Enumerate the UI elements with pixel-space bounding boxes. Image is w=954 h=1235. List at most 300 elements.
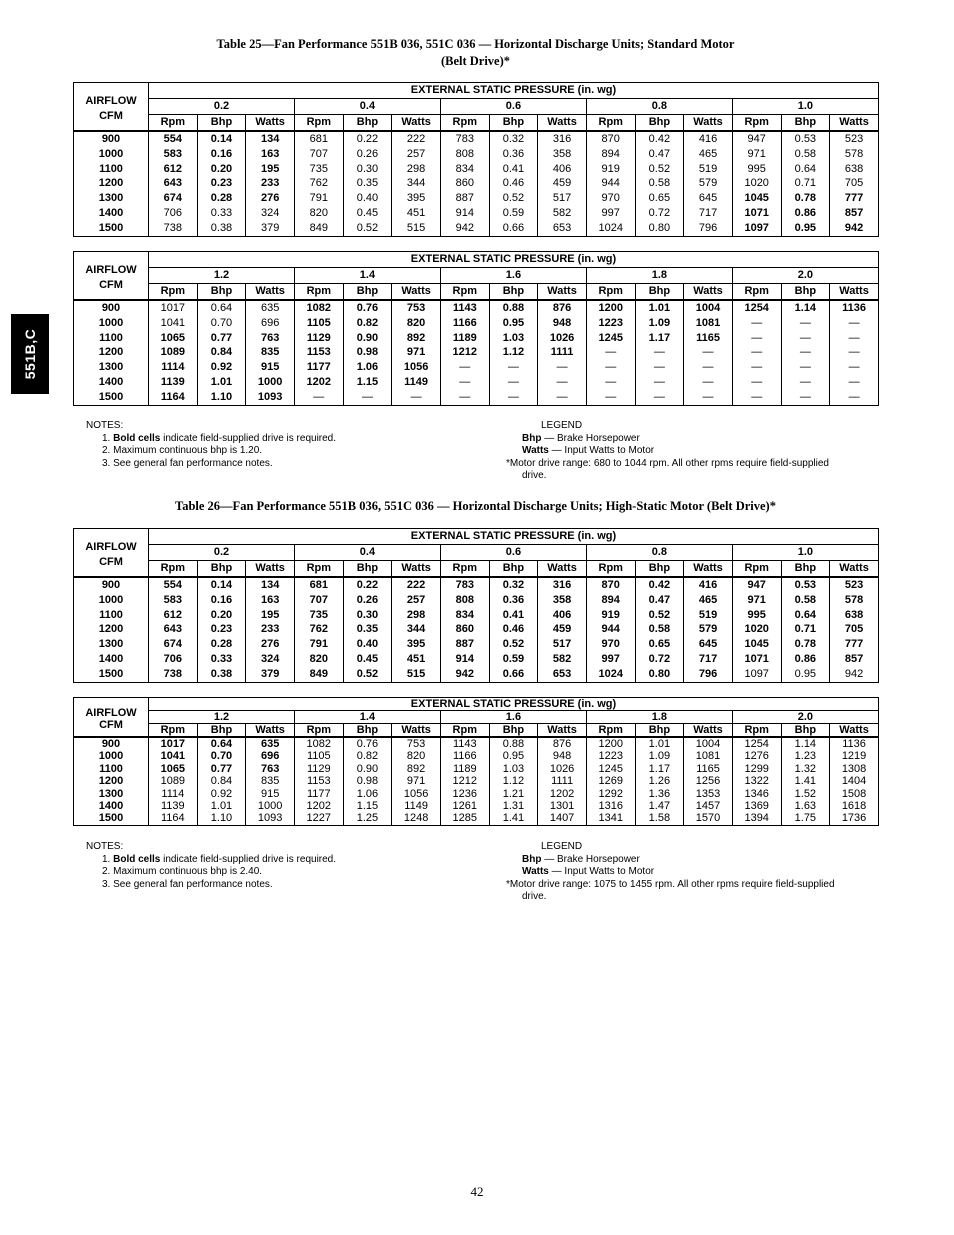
value-cell: 1.06 bbox=[343, 360, 392, 375]
airflow-cfm-header bbox=[74, 83, 149, 132]
value-cell: 459 bbox=[538, 622, 587, 637]
value-cell: 0.78 bbox=[781, 191, 830, 206]
value-cell: 763 bbox=[246, 331, 295, 346]
value-cell: 195 bbox=[246, 162, 295, 177]
cfm-cell: 1400 bbox=[74, 800, 149, 812]
value-cell: 0.42 bbox=[635, 131, 684, 147]
value-cell: 706 bbox=[149, 206, 198, 221]
value-cell: 1082 bbox=[294, 737, 343, 750]
value-cell: 1093 bbox=[246, 390, 295, 405]
unit-header: Bhp bbox=[781, 284, 830, 301]
pressure-header: 1.8 bbox=[586, 711, 732, 724]
legend-motor-range: *Motor drive range: 1075 to 1455 rpm. All other rpms require field-supplied bbox=[506, 878, 835, 890]
value-cell: 915 bbox=[246, 788, 295, 800]
value-cell: 1202 bbox=[538, 788, 587, 800]
value-cell: 1153 bbox=[294, 775, 343, 787]
value-cell: 944 bbox=[586, 622, 635, 637]
unit-header: Rpm bbox=[149, 724, 198, 738]
table-25-title bbox=[73, 36, 878, 70]
value-cell: 971 bbox=[732, 593, 781, 608]
unit-header: Bhp bbox=[197, 115, 246, 132]
value-cell: 735 bbox=[294, 608, 343, 623]
value-cell: 635 bbox=[246, 300, 295, 316]
value-cell: — bbox=[732, 316, 781, 331]
value-cell: 763 bbox=[246, 763, 295, 775]
value-cell: 0.26 bbox=[343, 147, 392, 162]
unit-header: Watts bbox=[684, 115, 733, 132]
value-cell: 0.52 bbox=[635, 608, 684, 623]
value-cell: 870 bbox=[586, 131, 635, 147]
value-cell: 1.10 bbox=[197, 390, 246, 405]
value-cell: 358 bbox=[538, 593, 587, 608]
cfm-cell: 1000 bbox=[74, 750, 149, 762]
value-cell: 1200 bbox=[586, 737, 635, 750]
value-cell: 1149 bbox=[392, 800, 441, 812]
airflow-label: AIRFLOW bbox=[85, 94, 137, 107]
value-cell: 643 bbox=[149, 176, 198, 191]
value-cell: — bbox=[830, 360, 879, 375]
table-row bbox=[74, 652, 879, 667]
value-cell: 1316 bbox=[586, 800, 635, 812]
note-1: 1. Bold cells indicate field-supplied drive is required. bbox=[102, 853, 337, 865]
side-tab-label: 551B,C bbox=[22, 328, 38, 380]
page-number: 42 bbox=[470, 1184, 484, 1199]
value-cell: 344 bbox=[392, 176, 441, 191]
value-cell: 0.22 bbox=[343, 131, 392, 147]
value-cell: 876 bbox=[538, 300, 587, 316]
value-cell: 1056 bbox=[392, 360, 441, 375]
value-cell: 1407 bbox=[538, 812, 587, 825]
value-cell: 1212 bbox=[440, 775, 489, 787]
value-cell: 1299 bbox=[732, 763, 781, 775]
value-cell: 1089 bbox=[149, 775, 198, 787]
value-cell: 0.38 bbox=[197, 221, 246, 236]
value-cell: 0.92 bbox=[197, 360, 246, 375]
value-cell: 791 bbox=[294, 191, 343, 206]
value-cell: 894 bbox=[586, 593, 635, 608]
value-cell: 894 bbox=[586, 147, 635, 162]
value-cell: 914 bbox=[440, 206, 489, 221]
value-cell: — bbox=[684, 345, 733, 360]
value-cell: — bbox=[732, 375, 781, 390]
value-cell: 0.64 bbox=[197, 300, 246, 316]
pressure-header: 0.2 bbox=[149, 99, 295, 115]
value-cell: 0.72 bbox=[635, 652, 684, 667]
value-cell: 808 bbox=[440, 593, 489, 608]
value-cell: 358 bbox=[538, 147, 587, 162]
value-cell: — bbox=[684, 360, 733, 375]
value-cell: 1041 bbox=[149, 316, 198, 331]
value-cell: 0.46 bbox=[489, 622, 538, 637]
value-cell: 0.32 bbox=[489, 577, 538, 593]
value-cell: 1223 bbox=[586, 750, 635, 762]
value-cell: 635 bbox=[246, 737, 295, 750]
table-row bbox=[74, 737, 879, 750]
value-cell: 919 bbox=[586, 608, 635, 623]
table-row bbox=[74, 763, 879, 775]
value-cell: 1.09 bbox=[635, 316, 684, 331]
value-cell: 1.09 bbox=[635, 750, 684, 762]
value-cell: 942 bbox=[440, 221, 489, 236]
value-cell: 222 bbox=[392, 577, 441, 593]
header-row-units bbox=[74, 561, 879, 578]
value-cell: 0.71 bbox=[781, 176, 830, 191]
pressure-header: 0.2 bbox=[149, 545, 295, 561]
value-cell: 1254 bbox=[732, 737, 781, 750]
value-cell: 0.64 bbox=[781, 162, 830, 177]
value-cell: 971 bbox=[732, 147, 781, 162]
value-cell: 696 bbox=[246, 316, 295, 331]
value-cell: 0.98 bbox=[343, 345, 392, 360]
value-cell: 1245 bbox=[586, 331, 635, 346]
value-cell: 0.78 bbox=[781, 637, 830, 652]
value-cell: 887 bbox=[440, 637, 489, 652]
value-cell: 645 bbox=[684, 191, 733, 206]
value-cell: 1248 bbox=[392, 812, 441, 825]
value-cell: 1285 bbox=[440, 812, 489, 825]
table-row bbox=[74, 375, 879, 390]
value-cell: 638 bbox=[830, 162, 879, 177]
value-cell: — bbox=[294, 390, 343, 405]
value-cell: 1.36 bbox=[635, 788, 684, 800]
cfm-cell: 900 bbox=[74, 577, 149, 593]
pressure-header: 1.2 bbox=[149, 268, 295, 284]
value-cell: 406 bbox=[538, 162, 587, 177]
value-cell: — bbox=[781, 375, 830, 390]
value-cell: 0.65 bbox=[635, 191, 684, 206]
value-cell: — bbox=[830, 345, 879, 360]
unit-header: Rpm bbox=[732, 115, 781, 132]
value-cell: 1292 bbox=[586, 788, 635, 800]
unit-header: Bhp bbox=[781, 115, 830, 132]
value-cell: 416 bbox=[684, 577, 733, 593]
cfm-cell: 1500 bbox=[74, 667, 149, 682]
value-cell: 783 bbox=[440, 577, 489, 593]
table-row bbox=[74, 131, 879, 147]
pressure-header: 1.8 bbox=[586, 268, 732, 284]
value-cell: 0.95 bbox=[489, 316, 538, 331]
value-cell: 1.58 bbox=[635, 812, 684, 825]
value-cell: — bbox=[586, 345, 635, 360]
value-cell: 134 bbox=[246, 131, 295, 147]
unit-header: Rpm bbox=[732, 284, 781, 301]
value-cell: 914 bbox=[440, 652, 489, 667]
value-cell: 0.36 bbox=[489, 147, 538, 162]
value-cell: 892 bbox=[392, 763, 441, 775]
value-cell: 1.41 bbox=[489, 812, 538, 825]
value-cell: 0.80 bbox=[635, 221, 684, 236]
value-cell: 1177 bbox=[294, 360, 343, 375]
value-cell: 638 bbox=[830, 608, 879, 623]
value-cell: 1165 bbox=[684, 763, 733, 775]
value-cell: 1223 bbox=[586, 316, 635, 331]
unit-header: Rpm bbox=[732, 561, 781, 578]
value-cell: — bbox=[489, 375, 538, 390]
value-cell: 1219 bbox=[830, 750, 879, 762]
value-cell: 1089 bbox=[149, 345, 198, 360]
value-cell: 1026 bbox=[538, 331, 587, 346]
value-cell: 1.52 bbox=[781, 788, 830, 800]
value-cell: 1136 bbox=[830, 737, 879, 750]
unit-header: Bhp bbox=[343, 284, 392, 301]
value-cell: 0.40 bbox=[343, 637, 392, 652]
value-cell: 0.36 bbox=[489, 593, 538, 608]
value-cell: 0.16 bbox=[197, 147, 246, 162]
value-cell: 0.59 bbox=[489, 206, 538, 221]
value-cell: 0.45 bbox=[343, 652, 392, 667]
cfm-cell: 1400 bbox=[74, 206, 149, 221]
value-cell: 579 bbox=[684, 622, 733, 637]
cfm-cell: 1100 bbox=[74, 331, 149, 346]
table-25-part-1 bbox=[73, 82, 879, 237]
value-cell: 1097 bbox=[732, 667, 781, 682]
value-cell: 1081 bbox=[684, 750, 733, 762]
value-cell: 582 bbox=[538, 206, 587, 221]
value-cell: 1000 bbox=[246, 800, 295, 812]
value-cell: 0.92 bbox=[197, 788, 246, 800]
value-cell: 519 bbox=[684, 162, 733, 177]
value-cell: 1346 bbox=[732, 788, 781, 800]
value-cell: 944 bbox=[586, 176, 635, 191]
value-cell: — bbox=[635, 375, 684, 390]
value-cell: 1.31 bbox=[489, 800, 538, 812]
unit-header: Bhp bbox=[635, 724, 684, 738]
value-cell: 1024 bbox=[586, 667, 635, 682]
value-cell: 0.95 bbox=[781, 221, 830, 236]
unit-header: Watts bbox=[246, 284, 295, 301]
value-cell: 1065 bbox=[149, 331, 198, 346]
value-cell: 316 bbox=[538, 577, 587, 593]
value-cell: 0.82 bbox=[343, 750, 392, 762]
value-cell: 1139 bbox=[149, 800, 198, 812]
unit-header: Watts bbox=[392, 115, 441, 132]
legend-motor-range: *Motor drive range: 680 to 1044 rpm. All other rpms require field-supplied bbox=[506, 457, 829, 469]
value-cell: 519 bbox=[684, 608, 733, 623]
value-cell: 1256 bbox=[684, 775, 733, 787]
cfm-label: CFM bbox=[99, 719, 123, 731]
value-cell: 1.01 bbox=[635, 300, 684, 316]
value-cell: 344 bbox=[392, 622, 441, 637]
cfm-cell: 1300 bbox=[74, 637, 149, 652]
header-row-units bbox=[74, 115, 879, 132]
airflow-cfm-header bbox=[74, 529, 149, 578]
cfm-cell: 1200 bbox=[74, 622, 149, 637]
value-cell: 515 bbox=[392, 221, 441, 236]
value-cell: — bbox=[830, 331, 879, 346]
value-cell: 1.10 bbox=[197, 812, 246, 825]
value-cell: 0.33 bbox=[197, 652, 246, 667]
value-cell: 0.53 bbox=[781, 577, 830, 593]
value-cell: — bbox=[781, 390, 830, 405]
airflow-label: AIRFLOW bbox=[85, 707, 137, 719]
value-cell: 0.20 bbox=[197, 608, 246, 623]
value-cell: 0.52 bbox=[489, 637, 538, 652]
value-cell: 1341 bbox=[586, 812, 635, 825]
value-cell: 276 bbox=[246, 191, 295, 206]
value-cell: 796 bbox=[684, 221, 733, 236]
value-cell: 707 bbox=[294, 593, 343, 608]
table-row bbox=[74, 775, 879, 787]
value-cell: — bbox=[538, 390, 587, 405]
pressure-header: 1.0 bbox=[732, 99, 878, 115]
value-cell: 0.59 bbox=[489, 652, 538, 667]
value-cell: 835 bbox=[246, 345, 295, 360]
value-cell: — bbox=[732, 360, 781, 375]
value-cell: 1065 bbox=[149, 763, 198, 775]
unit-header: Bhp bbox=[489, 561, 538, 578]
value-cell: 681 bbox=[294, 577, 343, 593]
value-cell: 324 bbox=[246, 652, 295, 667]
value-cell: 876 bbox=[538, 737, 587, 750]
value-cell: 0.76 bbox=[343, 737, 392, 750]
table-25-title-line-2: (Belt Drive)* bbox=[440, 54, 511, 68]
value-cell: — bbox=[440, 375, 489, 390]
pressure-header: 0.8 bbox=[586, 99, 732, 115]
value-cell: 681 bbox=[294, 131, 343, 147]
airflow-cfm-header bbox=[74, 252, 149, 301]
value-cell: 753 bbox=[392, 737, 441, 750]
unit-header: Rpm bbox=[586, 724, 635, 738]
value-cell: 970 bbox=[586, 191, 635, 206]
value-cell: — bbox=[781, 331, 830, 346]
value-cell: 0.58 bbox=[781, 593, 830, 608]
value-cell: 0.66 bbox=[489, 221, 538, 236]
unit-header: Bhp bbox=[489, 724, 538, 738]
value-cell: 554 bbox=[149, 577, 198, 593]
value-cell: 1024 bbox=[586, 221, 635, 236]
value-cell: 997 bbox=[586, 652, 635, 667]
value-cell: 0.33 bbox=[197, 206, 246, 221]
esp-header: EXTERNAL STATIC PRESSURE (in. wg) bbox=[149, 252, 879, 268]
pressure-header: 1.2 bbox=[149, 711, 295, 724]
value-cell: 892 bbox=[392, 331, 441, 346]
value-cell: 674 bbox=[149, 637, 198, 652]
value-cell: 0.52 bbox=[635, 162, 684, 177]
value-cell: 995 bbox=[732, 608, 781, 623]
value-cell: 0.32 bbox=[489, 131, 538, 147]
value-cell: 0.23 bbox=[197, 176, 246, 191]
unit-header: Watts bbox=[538, 115, 587, 132]
value-cell: 971 bbox=[392, 345, 441, 360]
value-cell: 257 bbox=[392, 147, 441, 162]
table-row bbox=[74, 622, 879, 637]
cfm-cell: 1200 bbox=[74, 176, 149, 191]
value-cell: 1.15 bbox=[343, 375, 392, 390]
value-cell: 696 bbox=[246, 750, 295, 762]
value-cell: 919 bbox=[586, 162, 635, 177]
value-cell: 870 bbox=[586, 577, 635, 593]
value-cell: 0.35 bbox=[343, 176, 392, 191]
value-cell: 233 bbox=[246, 622, 295, 637]
value-cell: 860 bbox=[440, 176, 489, 191]
cfm-cell: 900 bbox=[74, 737, 149, 750]
value-cell: 1261 bbox=[440, 800, 489, 812]
value-cell: 1276 bbox=[732, 750, 781, 762]
note-3: 3. See general fan performance notes. bbox=[102, 457, 273, 469]
value-cell: 0.71 bbox=[781, 622, 830, 637]
legend-watts: Watts — Input Watts to Motor bbox=[522, 445, 655, 456]
value-cell: 1.23 bbox=[781, 750, 830, 762]
cfm-cell: 1400 bbox=[74, 652, 149, 667]
value-cell: 395 bbox=[392, 637, 441, 652]
pressure-header: 2.0 bbox=[732, 268, 878, 284]
value-cell: 777 bbox=[830, 637, 879, 652]
unit-header: Watts bbox=[684, 724, 733, 738]
value-cell: 1166 bbox=[440, 750, 489, 762]
value-cell: 465 bbox=[684, 593, 733, 608]
value-cell: — bbox=[440, 390, 489, 405]
unit-header: Bhp bbox=[635, 561, 684, 578]
value-cell: 1189 bbox=[440, 763, 489, 775]
cfm-cell: 1200 bbox=[74, 345, 149, 360]
value-cell: 717 bbox=[684, 652, 733, 667]
value-cell: 1129 bbox=[294, 763, 343, 775]
value-cell: 583 bbox=[149, 147, 198, 162]
value-cell: 523 bbox=[830, 577, 879, 593]
unit-header: Rpm bbox=[149, 561, 198, 578]
value-cell: 0.52 bbox=[343, 221, 392, 236]
value-cell: 1004 bbox=[684, 737, 733, 750]
header-row-pressures bbox=[74, 268, 879, 284]
value-cell: 1082 bbox=[294, 300, 343, 316]
value-cell: 1164 bbox=[149, 390, 198, 405]
value-cell: 834 bbox=[440, 162, 489, 177]
unit-header: Bhp bbox=[343, 561, 392, 578]
value-cell: 860 bbox=[440, 622, 489, 637]
value-cell: 1736 bbox=[830, 812, 879, 825]
value-cell: 1200 bbox=[586, 300, 635, 316]
value-cell: 1.01 bbox=[197, 800, 246, 812]
value-cell: 298 bbox=[392, 608, 441, 623]
value-cell: 791 bbox=[294, 637, 343, 652]
table-row bbox=[74, 812, 879, 825]
value-cell: 705 bbox=[830, 176, 879, 191]
value-cell: — bbox=[586, 375, 635, 390]
unit-header: Rpm bbox=[586, 284, 635, 301]
value-cell: 0.72 bbox=[635, 206, 684, 221]
cfm-cell: 1300 bbox=[74, 360, 149, 375]
value-cell: 0.28 bbox=[197, 637, 246, 652]
value-cell: 0.77 bbox=[197, 331, 246, 346]
value-cell: — bbox=[635, 360, 684, 375]
table-row bbox=[74, 316, 879, 331]
value-cell: 0.46 bbox=[489, 176, 538, 191]
value-cell: 379 bbox=[246, 667, 295, 682]
value-cell: 1202 bbox=[294, 375, 343, 390]
table-row bbox=[74, 593, 879, 608]
value-cell: 1618 bbox=[830, 800, 879, 812]
value-cell: 1.14 bbox=[781, 737, 830, 750]
value-cell: 0.45 bbox=[343, 206, 392, 221]
header-row-esp bbox=[74, 83, 879, 99]
cfm-cell: 1000 bbox=[74, 593, 149, 608]
unit-header: Watts bbox=[538, 284, 587, 301]
value-cell: 451 bbox=[392, 652, 441, 667]
unit-header: Bhp bbox=[635, 115, 684, 132]
header-row-units bbox=[74, 284, 879, 301]
unit-header: Bhp bbox=[343, 115, 392, 132]
unit-header: Watts bbox=[830, 561, 879, 578]
unit-header: Watts bbox=[538, 724, 587, 738]
pressure-header: 0.4 bbox=[294, 545, 440, 561]
value-cell: — bbox=[489, 360, 538, 375]
value-cell: 1114 bbox=[149, 788, 198, 800]
cfm-label: CFM bbox=[99, 278, 123, 291]
unit-header: Bhp bbox=[197, 561, 246, 578]
value-cell: 0.28 bbox=[197, 191, 246, 206]
table-26-legend bbox=[506, 841, 835, 904]
unit-header: Bhp bbox=[197, 724, 246, 738]
